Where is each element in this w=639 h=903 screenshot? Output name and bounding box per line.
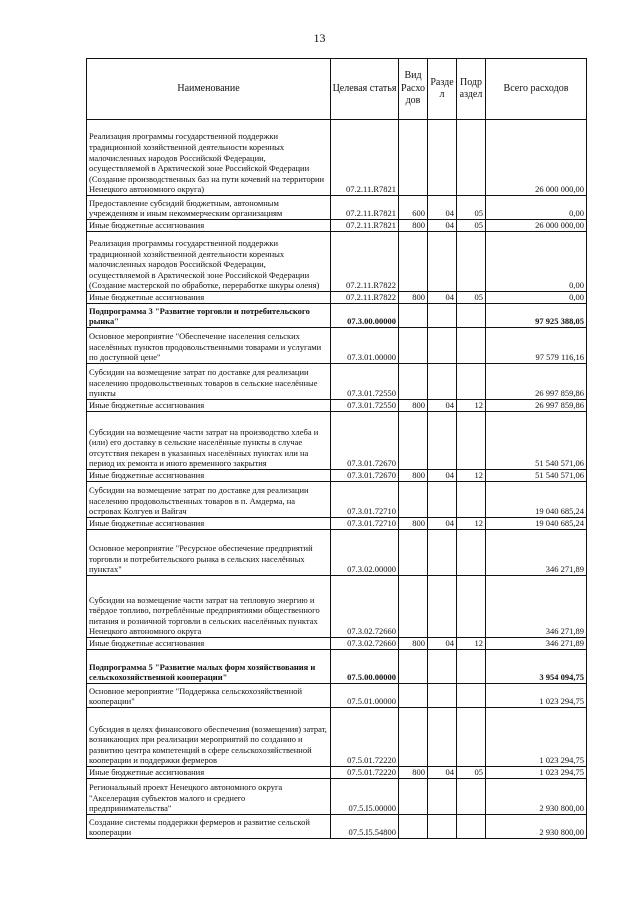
table-header-row [87,59,587,120]
table-row [87,684,587,708]
row-section [428,328,457,364]
header-type: Вид Расхо дов [399,59,428,120]
row-name: Подпрограмма 5 "Развитие малых форм хозяйствования и сельскохозяйственной кооперации" [87,650,331,684]
row-target-code: 07.2.11.R7821 [331,120,399,196]
row-section [428,120,457,196]
row-total: 26 000 000,00 [486,120,587,196]
row-subsection [457,364,486,400]
row-target-code: 07.3.01.00000 [331,328,399,364]
table-row [87,120,587,196]
row-expense-type: 800 [399,292,428,304]
row-target-code: 07.5.I5.54800 [331,815,399,839]
budget-table [86,58,587,839]
table-row [87,232,587,292]
row-section [428,412,457,470]
row-expense-type [399,779,428,815]
row-name: Подпрограмма 3 "Развитие торговли и потребительского рынка" [87,304,331,328]
row-section [428,304,457,328]
table-row [87,518,587,530]
row-total: 0,00 [486,292,587,304]
table-row [87,650,587,684]
row-total: 1 023 294,75 [486,767,587,779]
row-name: Иные бюджетные ассигнования [87,638,331,650]
row-section: 04 [428,638,457,650]
table-body [87,120,587,839]
row-target-code: 07.5.01.72220 [331,767,399,779]
row-subsection [457,530,486,576]
row-expense-type [399,364,428,400]
row-total: 51 540 571,06 [486,470,587,482]
row-expense-type: 800 [399,400,428,412]
row-subsection [457,232,486,292]
table-row [87,767,587,779]
row-expense-type [399,304,428,328]
row-target-code: 07.2.11.R7822 [331,292,399,304]
row-target-code: 07.3.01.72550 [331,364,399,400]
row-total: 2 930 800,00 [486,779,587,815]
row-total: 26 000 000,00 [486,220,587,232]
row-name: Создание системы поддержки фермеров и развитие сельской кооперации [87,815,331,839]
row-subsection: 12 [457,400,486,412]
row-section: 04 [428,767,457,779]
row-expense-type [399,120,428,196]
row-expense-type [399,684,428,708]
row-expense-type: 800 [399,638,428,650]
header-name: Наименование [87,59,331,120]
row-expense-type: 600 [399,196,428,220]
row-total: 1 023 294,75 [486,684,587,708]
row-expense-type [399,650,428,684]
row-subsection: 12 [457,638,486,650]
table-row [87,196,587,220]
row-total: 2 930 800,00 [486,815,587,839]
row-subsection [457,412,486,470]
row-target-code: 07.3.02.72660 [331,638,399,650]
row-subsection: 12 [457,470,486,482]
row-total: 97 579 116,16 [486,328,587,364]
row-expense-type: 800 [399,220,428,232]
row-expense-type: 800 [399,767,428,779]
row-name: Иные бюджетные ассигнования [87,292,331,304]
row-target-code: 07.5.01.00000 [331,684,399,708]
table-row [87,292,587,304]
row-total: 346 271,89 [486,530,587,576]
row-subsection: 05 [457,196,486,220]
table-row [87,400,587,412]
row-total: 1 023 294,75 [486,708,587,767]
row-total: 19 040 685,24 [486,482,587,518]
row-expense-type [399,530,428,576]
row-section: 04 [428,470,457,482]
row-name: Реализация программы государственной поддержки традиционной хозяйственной деятельности коренных малочисленных народов Российской Федерации, осуществляемой в Арктической зоне Российской Федерации (Создание производственных баз на пути кочевий на территории Ненецкого автономного округа) [87,120,331,196]
row-name: Субсидии на возмещение затрат по доставке для реализации населению продовольственных товаров в п. Амдерма, на островах Колгуев и Вайгач [87,482,331,518]
row-section [428,650,457,684]
row-section [428,815,457,839]
row-section [428,232,457,292]
row-target-code: 07.3.01.72710 [331,518,399,530]
header-target: Целевая статья [331,59,399,120]
row-target-code: 07.5.01.72220 [331,708,399,767]
row-section [428,708,457,767]
row-subsection [457,815,486,839]
header-total: Всего расходов [486,59,587,120]
row-name: Субсидии на возмещение затрат по доставке для реализации населению продовольственных товаров в сельские населённые пункты [87,364,331,400]
row-target-code: 07.2.11.R7821 [331,220,399,232]
row-total: 51 540 571,06 [486,412,587,470]
table-row [87,576,587,638]
row-expense-type [399,412,428,470]
row-total: 26 997 859,86 [486,364,587,400]
page-number: 13 [313,31,326,45]
row-name: Основное мероприятие "Ресурсное обеспечение предприятий торговли и потребительского рынка в сельских населённых пунктах" [87,530,331,576]
row-section [428,684,457,708]
row-subsection [457,328,486,364]
row-expense-type: 800 [399,470,428,482]
row-section: 04 [428,518,457,530]
row-name: Региональный проект Ненецкого автономного округа "Акселерация субъектов малого и среднего предпринимательства" [87,779,331,815]
row-subsection [457,576,486,638]
row-target-code: 07.2.11.R7822 [331,232,399,292]
row-target-code: 07.5.00.00000 [331,650,399,684]
row-name: Основное мероприятие "Обеспечение населения сельских населённых пунктов продовольственными товарами и услугами по доступной цене" [87,328,331,364]
table-row [87,220,587,232]
row-target-code: 07.3.01.72710 [331,482,399,518]
row-section: 04 [428,292,457,304]
row-name: Субсидия в целях финансового обеспечения (возмещения) затрат, возникающих при реализации мероприятий по созданию и развитию центра компетенций в сфере сельскохозяйственной кооперации и поддержки фермеров [87,708,331,767]
row-total: 346 271,89 [486,576,587,638]
row-total: 26 997 859,86 [486,400,587,412]
table-row [87,364,587,400]
row-section [428,482,457,518]
row-section [428,364,457,400]
row-name: Реализация программы государственной поддержки традиционной хозяйственной деятельности коренных малочисленных народов Российской Федерации, осуществляемой в Арктической зоне Российской Федерации (Создание мастерской по обработке, переработке шкуры оленя) [87,232,331,292]
row-section: 04 [428,400,457,412]
table-row [87,304,587,328]
row-expense-type [399,482,428,518]
row-total: 97 925 388,05 [486,304,587,328]
table-row [87,530,587,576]
row-name: Иные бюджетные ассигнования [87,400,331,412]
row-subsection [457,304,486,328]
row-target-code: 07.5.I5.00000 [331,779,399,815]
table-row [87,470,587,482]
row-subsection [457,708,486,767]
row-target-code: 07.3.02.72660 [331,576,399,638]
row-subsection: 05 [457,292,486,304]
row-name: Иные бюджетные ассигнования [87,220,331,232]
table-row [87,482,587,518]
row-subsection [457,120,486,196]
row-subsection [457,650,486,684]
row-subsection [457,684,486,708]
row-name: Иные бюджетные ассигнования [87,470,331,482]
table-row [87,708,587,767]
row-target-code: 07.3.00.00000 [331,304,399,328]
row-target-code: 07.2.11.R7821 [331,196,399,220]
row-total: 3 954 094,75 [486,650,587,684]
row-total: 0,00 [486,232,587,292]
row-target-code: 07.3.01.72670 [331,470,399,482]
row-name: Иные бюджетные ассигнования [87,767,331,779]
row-total: 0,00 [486,196,587,220]
row-subsection: 05 [457,220,486,232]
row-expense-type [399,232,428,292]
row-target-code: 07.3.01.72670 [331,412,399,470]
row-section [428,779,457,815]
row-target-code: 07.3.02.00000 [331,530,399,576]
row-subsection [457,482,486,518]
row-expense-type [399,708,428,767]
header-subsection: Подр аздел [457,59,486,120]
row-subsection: 05 [457,767,486,779]
row-name: Основное мероприятие "Поддержка сельскохозяйственной кооперации" [87,684,331,708]
row-expense-type: 800 [399,518,428,530]
header-section: Разде л [428,59,457,120]
row-section: 04 [428,196,457,220]
row-section: 04 [428,220,457,232]
row-expense-type [399,328,428,364]
table-row [87,779,587,815]
table-row [87,412,587,470]
row-target-code: 07.3.01.72550 [331,400,399,412]
row-expense-type [399,815,428,839]
row-name: Субсидии на возмещение части затрат на производство хлеба и (или) его доставку в сельские населённые пункты в случае отсутствия пекарен в указанных населённых пунктах или на период их ремонта и иного временного закрытия [87,412,331,470]
row-section [428,530,457,576]
table-row [87,328,587,364]
row-expense-type [399,576,428,638]
row-subsection [457,779,486,815]
row-name: Субсидии на возмещение части затрат на тепловую энергию и твёрдое топливо, потреблённые предприятиями общественного питания и розничной торговли в сельских населённых пунктах Ненецкого автономного округа [87,576,331,638]
row-section [428,576,457,638]
row-total: 346 271,89 [486,638,587,650]
row-name: Иные бюджетные ассигнования [87,518,331,530]
table-row [87,638,587,650]
row-total: 19 040 685,24 [486,518,587,530]
row-name: Предоставление субсидий бюджетным, автономным учреждениям и иным некоммерческим организациям [87,196,331,220]
table-row [87,815,587,839]
row-subsection: 12 [457,518,486,530]
